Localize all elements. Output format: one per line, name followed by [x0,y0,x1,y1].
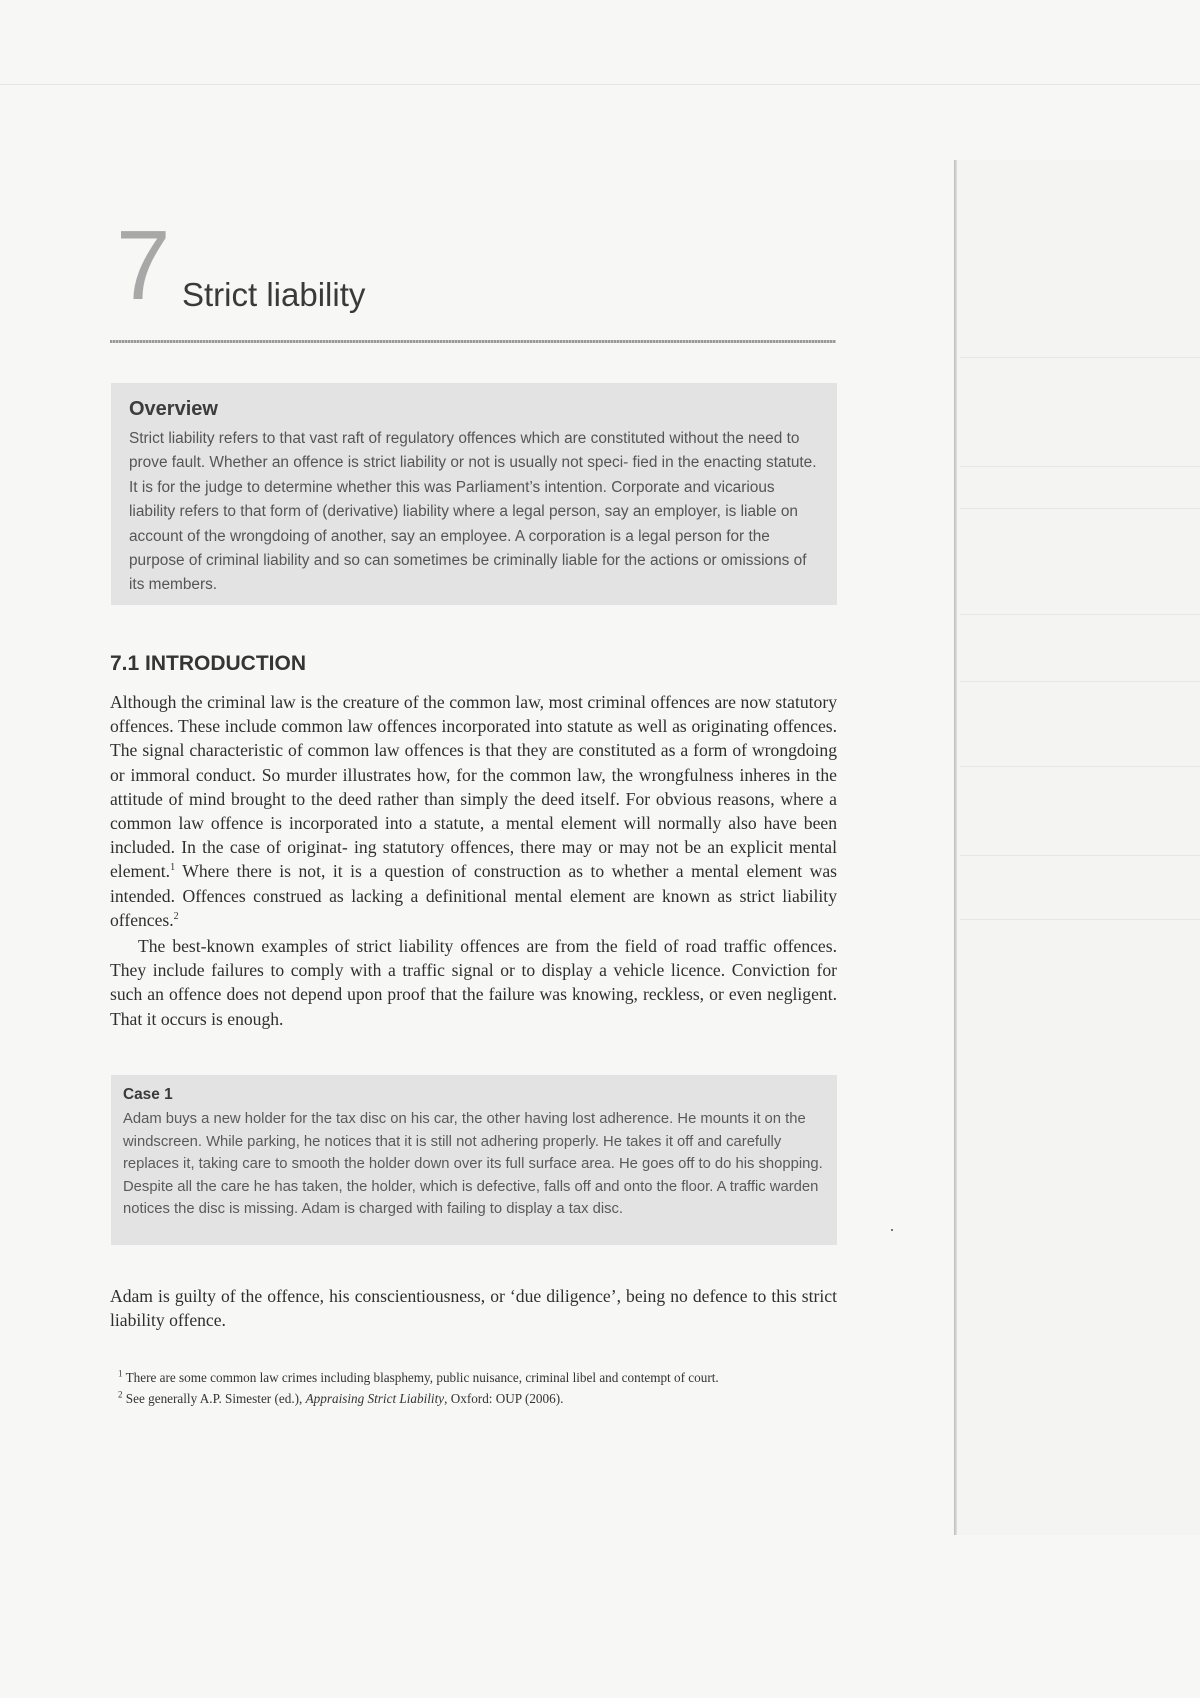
scan-edge-top [0,84,1200,85]
paragraph-1 [110,690,837,932]
page-edge [954,160,957,1535]
chapter-title: Strict liability [182,276,366,313]
paragraph-2: The best-known examples of strict liability offences are from the field of road traffic offences. They include failures to comply with a traffic signal or to display a vehicle licence. Conviction for such an offence does not depend upon proof that the failure was knowing, reckless, or even negligent. That it occurs is enough. [110,936,837,1029]
bleed-line [960,357,1200,358]
facing-page-margin [957,160,1200,1535]
case-box [111,1075,837,1245]
footnote-marker: 1 [118,1368,123,1379]
chapter-rule [110,340,836,343]
bleed-line [960,919,1200,920]
footnote-book-title: Appraising Strict Liability [305,1391,445,1406]
case-heading: Case 1 [123,1086,173,1103]
paragraph-1-text-a: Although the criminal law is the creature of the common law, most criminal offences are now statutory offences. These include common law offences incorporated into statute as well as originating offences. The signal characteristic of common law offences is that they are constituted as a form of wrongdoing or immoral conduct. So murder illustrates how, for the common law, the wrongfulness inheres in the attitude of mind brought to the deed rather than simply the deed itself. For obvious reasons, where a common law offence is incorporated into a statute, a mental element will normally also have been included. In the case of originat- ing statutory offences, there may or may not be an explicit mental element. [110,692,837,882]
bleed-line [960,766,1200,767]
footnote-ref-2[interactable]: 2 [173,910,179,922]
footnote-text-before: See generally A.P. Simester (ed.), [125,1391,306,1406]
bleed-line [960,614,1200,615]
bleed-line [960,466,1200,467]
bleed-line [960,681,1200,682]
footnote-text-after: , Oxford: OUP (2006). [444,1391,564,1406]
chapter-number: 7 [116,210,171,320]
footnote-text: There are some common law crimes including blasphemy, public nuisance, criminal libel and contempt of court. [125,1370,719,1385]
chapter-header [110,210,835,342]
overview-text: Strict liability refers to that vast raft of regulatory offences which are constituted without the need to prove fault. Whether an offence is strict liability or not is usually not speci- fied in the enacting statute. It is for the judge to determine whether this was Parliament’s intention. Corporate and vicarious liability refers to that form of (derivative) liability where a legal person, say an employer, is liable on account of the wrongdoing of another, say an employee. A corporation is a legal person for the purpose of criminal liability and so can sometimes be criminally liable for the actions or omissions of its members. [129,430,817,594]
overview-heading: Overview [129,398,218,420]
bleed-line [960,855,1200,856]
footnote-2 [118,1388,838,1409]
footnote-1 [118,1367,838,1388]
paragraph-3: Adam is guilty of the offence, his conscientiousness, or ‘due diligence’, being no defence to this strict liability offence. [110,1286,837,1331]
case-text: Adam buys a new holder for the tax disc on his car, the other having lost adherence. He mounts it on the windscreen. While parking, he notices that it is still not adhering properly. He takes it off and carefully replaces it, taking care to smooth the holder down over its full surface area. He goes off to do his shopping. Despite all the care he has taken, the holder, which is defective, falls off and onto the floor. A traffic warden notices the disc is missing. Adam is charged with failing to display a tax disc. [123,1111,823,1218]
footnote-ref-1[interactable]: 1 [170,862,176,874]
scan-speck [891,1229,893,1231]
section-heading: 7.1 INTRODUCTION [110,652,307,675]
paragraph-1-text-b: Where there is not, it is a question of construction as to whether a mental element was intended. Offences construed as lacking a definitional mental element are known as strict liability offences. [110,861,837,930]
footnotes [118,1367,838,1409]
overview-box [111,383,837,605]
footnote-marker: 2 [118,1389,123,1400]
bleed-line [960,508,1200,509]
